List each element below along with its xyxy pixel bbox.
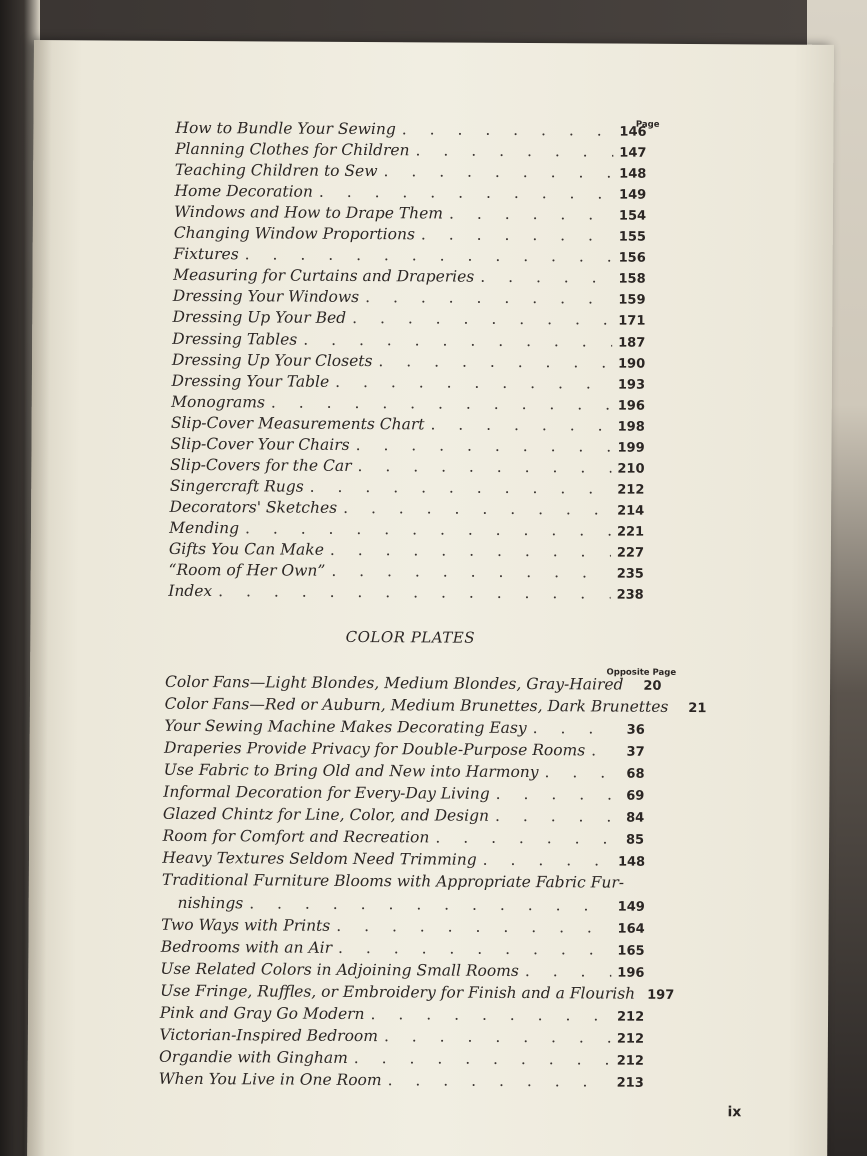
entry-title: Color Fans—Red or Auburn, Medium Brunettes, Dark Brunettes [164, 694, 669, 716]
entry-page-number: 84 [626, 810, 645, 827]
dot-leader [245, 519, 611, 539]
toc-entry [169, 540, 643, 563]
dot-leader [496, 785, 613, 804]
dot-leader [402, 120, 614, 139]
entry-title: Dressing Up Your Closets [171, 350, 373, 370]
entry-title: Slip-Covers for the Car [170, 455, 352, 475]
toc-entry [159, 1048, 643, 1071]
toc-entry [170, 477, 644, 500]
toc-entry [164, 739, 645, 762]
toc-entry [165, 672, 662, 696]
dot-leader [352, 309, 612, 329]
toc-entry [173, 287, 645, 310]
dot-leader [357, 457, 611, 477]
toc-entry [168, 582, 643, 605]
toc-entry [162, 849, 644, 872]
toc-entry [161, 893, 643, 916]
entry-page-number: 164 [617, 921, 645, 937]
entry-page-number: 214 [617, 503, 645, 519]
entry-title: When You Live in One Room [158, 1069, 382, 1090]
entry-page-number: 148 [619, 166, 647, 182]
entry-page-number: 20 [643, 678, 662, 694]
entry-title: Teaching Children to Sew [174, 160, 378, 181]
toc-entry [174, 182, 645, 205]
entry-page-number: 149 [619, 187, 647, 203]
dot-leader [335, 372, 612, 392]
toc-entry [161, 915, 644, 938]
entry-title: Room for Comfort and Recreation [162, 827, 430, 847]
entry-page-number: 171 [618, 314, 646, 330]
entry-title: Gifts You Can Make [168, 539, 324, 559]
entry-page-number: 227 [616, 545, 645, 561]
toc-entry [163, 783, 644, 806]
dot-leader [343, 499, 611, 519]
entry-title: Color Fans—Light Blondes, Medium Blondes, Gray-Haired [165, 672, 624, 694]
toc-entry [160, 981, 675, 1004]
dot-leader [545, 763, 613, 781]
dot-leader [480, 268, 612, 287]
dot-leader [319, 183, 613, 203]
toc-entry [161, 937, 644, 960]
dot-leader [338, 938, 612, 958]
color-plates-heading: COLOR PLATES [345, 627, 476, 647]
entry-title: Use Fringe, Ruffles, or Embroidery for Finish and a Flourish [160, 981, 636, 1003]
toc-entry [174, 203, 645, 226]
table-of-contents [27, 40, 834, 1156]
toc-entry [170, 435, 643, 458]
dot-leader [336, 916, 611, 936]
entry-page-number: 146 [619, 124, 647, 140]
toc-entry [160, 959, 643, 982]
toc-entry [168, 561, 642, 584]
dot-leader [416, 141, 614, 160]
entry-page-number: 37 [626, 744, 645, 760]
toc-entry [164, 717, 645, 740]
entry-page-number: 154 [618, 208, 647, 224]
entry-title: Traditional Furniture Blooms with Appropriate Fabric Fur- [161, 871, 625, 893]
toc-entry [164, 694, 707, 718]
toc-entry [173, 245, 644, 268]
entry-page-number: 198 [617, 419, 645, 435]
entry-page-number: 199 [617, 440, 645, 456]
entry-page-number: 187 [618, 335, 646, 351]
toc-entry [159, 1026, 643, 1049]
entry-page-number: 238 [616, 587, 644, 603]
entry-page-number: 85 [625, 832, 645, 849]
dot-leader [378, 352, 612, 371]
entry-title: Victorian-Inspired Bedroom [159, 1025, 379, 1045]
page-folio: ix [727, 1104, 742, 1121]
entry-page-number: 190 [617, 356, 646, 372]
toc-entry [170, 456, 643, 479]
entry-title: Dressing Tables [172, 329, 298, 349]
entry-title: Organdie with Gingham [158, 1047, 348, 1067]
entry-page-number: 158 [618, 271, 646, 288]
entry-page-number: 21 [688, 701, 707, 717]
dot-leader [435, 829, 612, 848]
toc-entry [175, 119, 645, 142]
entry-title: Two Ways with Prints [161, 915, 331, 935]
entry-title: Pink and Gray Go Modern [159, 1003, 365, 1023]
dot-leader [354, 1049, 611, 1069]
toc-entry [160, 1004, 643, 1027]
dot-leader [245, 246, 613, 266]
entry-page-number: 212 [616, 1053, 644, 1069]
toc-entry [171, 414, 644, 437]
entry-page-number: 149 [617, 899, 645, 915]
entry-title: How to Bundle Your Sewing [175, 118, 396, 139]
dot-leader [388, 1071, 611, 1090]
book-page [27, 40, 834, 1156]
dot-leader [365, 288, 612, 308]
entry-page-number: 147 [619, 145, 647, 161]
entry-title: “Room of Her Own” [168, 560, 326, 580]
entry-page-number: 212 [616, 1031, 645, 1047]
dot-leader [331, 562, 610, 582]
dot-leader [371, 1005, 612, 1024]
entry-title: Decorators' Sketches [169, 497, 338, 517]
toc-entry [172, 350, 644, 373]
entry-page-number: 212 [616, 1009, 645, 1025]
entry-page-number: 165 [617, 943, 645, 959]
toc-entry [172, 329, 644, 352]
opposite-page-header: Opposite Page [606, 667, 677, 678]
entry-title: Glazed Chintz for Line, Color, and Design [162, 805, 490, 826]
toc-entry [175, 161, 646, 184]
entry-title: Index [168, 581, 213, 601]
entry-title: Singercraft Rugs [169, 476, 304, 496]
entry-title: Draperies Provide Privacy for Double-Purpose Rooms [163, 738, 586, 760]
toc-entry [169, 498, 643, 521]
toc-entry [171, 392, 644, 415]
entry-title: Informal Decoration for Every-Day Living [163, 783, 490, 804]
entry-title: Planning Clothes for Children [175, 139, 410, 160]
entry-title: Dressing Your Windows [172, 287, 360, 307]
entry-page-number: 68 [626, 766, 645, 782]
toc-entry [163, 805, 644, 828]
entry-page-number: 193 [617, 377, 646, 393]
entry-page-number: 148 [617, 854, 646, 871]
dot-leader [421, 226, 613, 245]
dot-leader [483, 851, 612, 870]
entry-title: Use Related Colors in Adjoining Small Rooms [160, 959, 519, 980]
dot-leader [384, 1027, 611, 1046]
toc-entry [173, 266, 645, 289]
entry-title: Use Fabric to Bring Old and New into Harmony [163, 760, 539, 782]
entry-page-number: 155 [618, 229, 646, 245]
dot-leader [218, 582, 611, 602]
entry-title: Monograms [171, 392, 265, 412]
entry-title: Measuring for Curtains and Draperies [173, 266, 475, 287]
page-column-header: Page [635, 119, 660, 130]
dot-leader [449, 205, 613, 224]
entry-page-number: 196 [617, 965, 645, 981]
toc-entry [164, 761, 645, 784]
entry-title: Bedrooms with an Air [160, 937, 333, 957]
toc-entry [159, 1070, 643, 1093]
dot-leader [591, 742, 613, 760]
dot-leader [430, 415, 611, 434]
entry-title: Your Sewing Machine Makes Decorating Easy [164, 716, 527, 738]
entry-title: Dressing Up Your Bed [172, 308, 347, 328]
dot-leader [310, 478, 612, 498]
toc-entry [163, 827, 645, 850]
entry-page-number: 36 [626, 722, 645, 738]
entry-title: nishings [177, 893, 244, 912]
entry-title: Home Decoration [174, 182, 313, 201]
entry-page-number: 212 [617, 482, 645, 498]
dot-leader [249, 894, 612, 914]
entry-page-number: 235 [616, 566, 644, 582]
entry-title: Slip-Cover Your Chairs [170, 434, 350, 454]
entry-page-number: 210 [617, 461, 645, 477]
entry-page-number: 156 [618, 250, 646, 267]
entry-page-number: 197 [647, 987, 675, 1003]
dot-leader [533, 719, 613, 737]
toc-entry [172, 308, 644, 331]
toc-entry [175, 140, 645, 163]
entry-page-number: 69 [626, 788, 645, 804]
toc-entry [174, 224, 645, 247]
dot-leader [383, 162, 613, 181]
dot-leader [525, 962, 612, 981]
dot-leader [330, 541, 611, 561]
entry-page-number: 213 [616, 1075, 644, 1091]
toc-entry [171, 371, 644, 394]
dot-leader [303, 330, 612, 350]
entry-title: Slip-Cover Measurements Chart [170, 413, 425, 434]
dot-leader [495, 807, 612, 826]
entry-title: Heavy Textures Seldom Need Trimming [162, 849, 477, 870]
entry-title: Changing Window Proportions [173, 224, 415, 244]
entry-page-number: 196 [617, 398, 645, 414]
entry-title: Windows and How to Drape Them [174, 203, 444, 223]
toc-entry [162, 871, 644, 894]
dot-leader [271, 393, 612, 413]
entry-title: Mending [169, 518, 240, 538]
toc-entry [169, 519, 643, 542]
entry-title: Fixtures [173, 245, 239, 264]
entry-title: Dressing Your Table [171, 371, 330, 391]
dot-leader [356, 436, 612, 456]
entry-page-number: 159 [618, 292, 646, 309]
entry-page-number: 221 [616, 524, 645, 540]
